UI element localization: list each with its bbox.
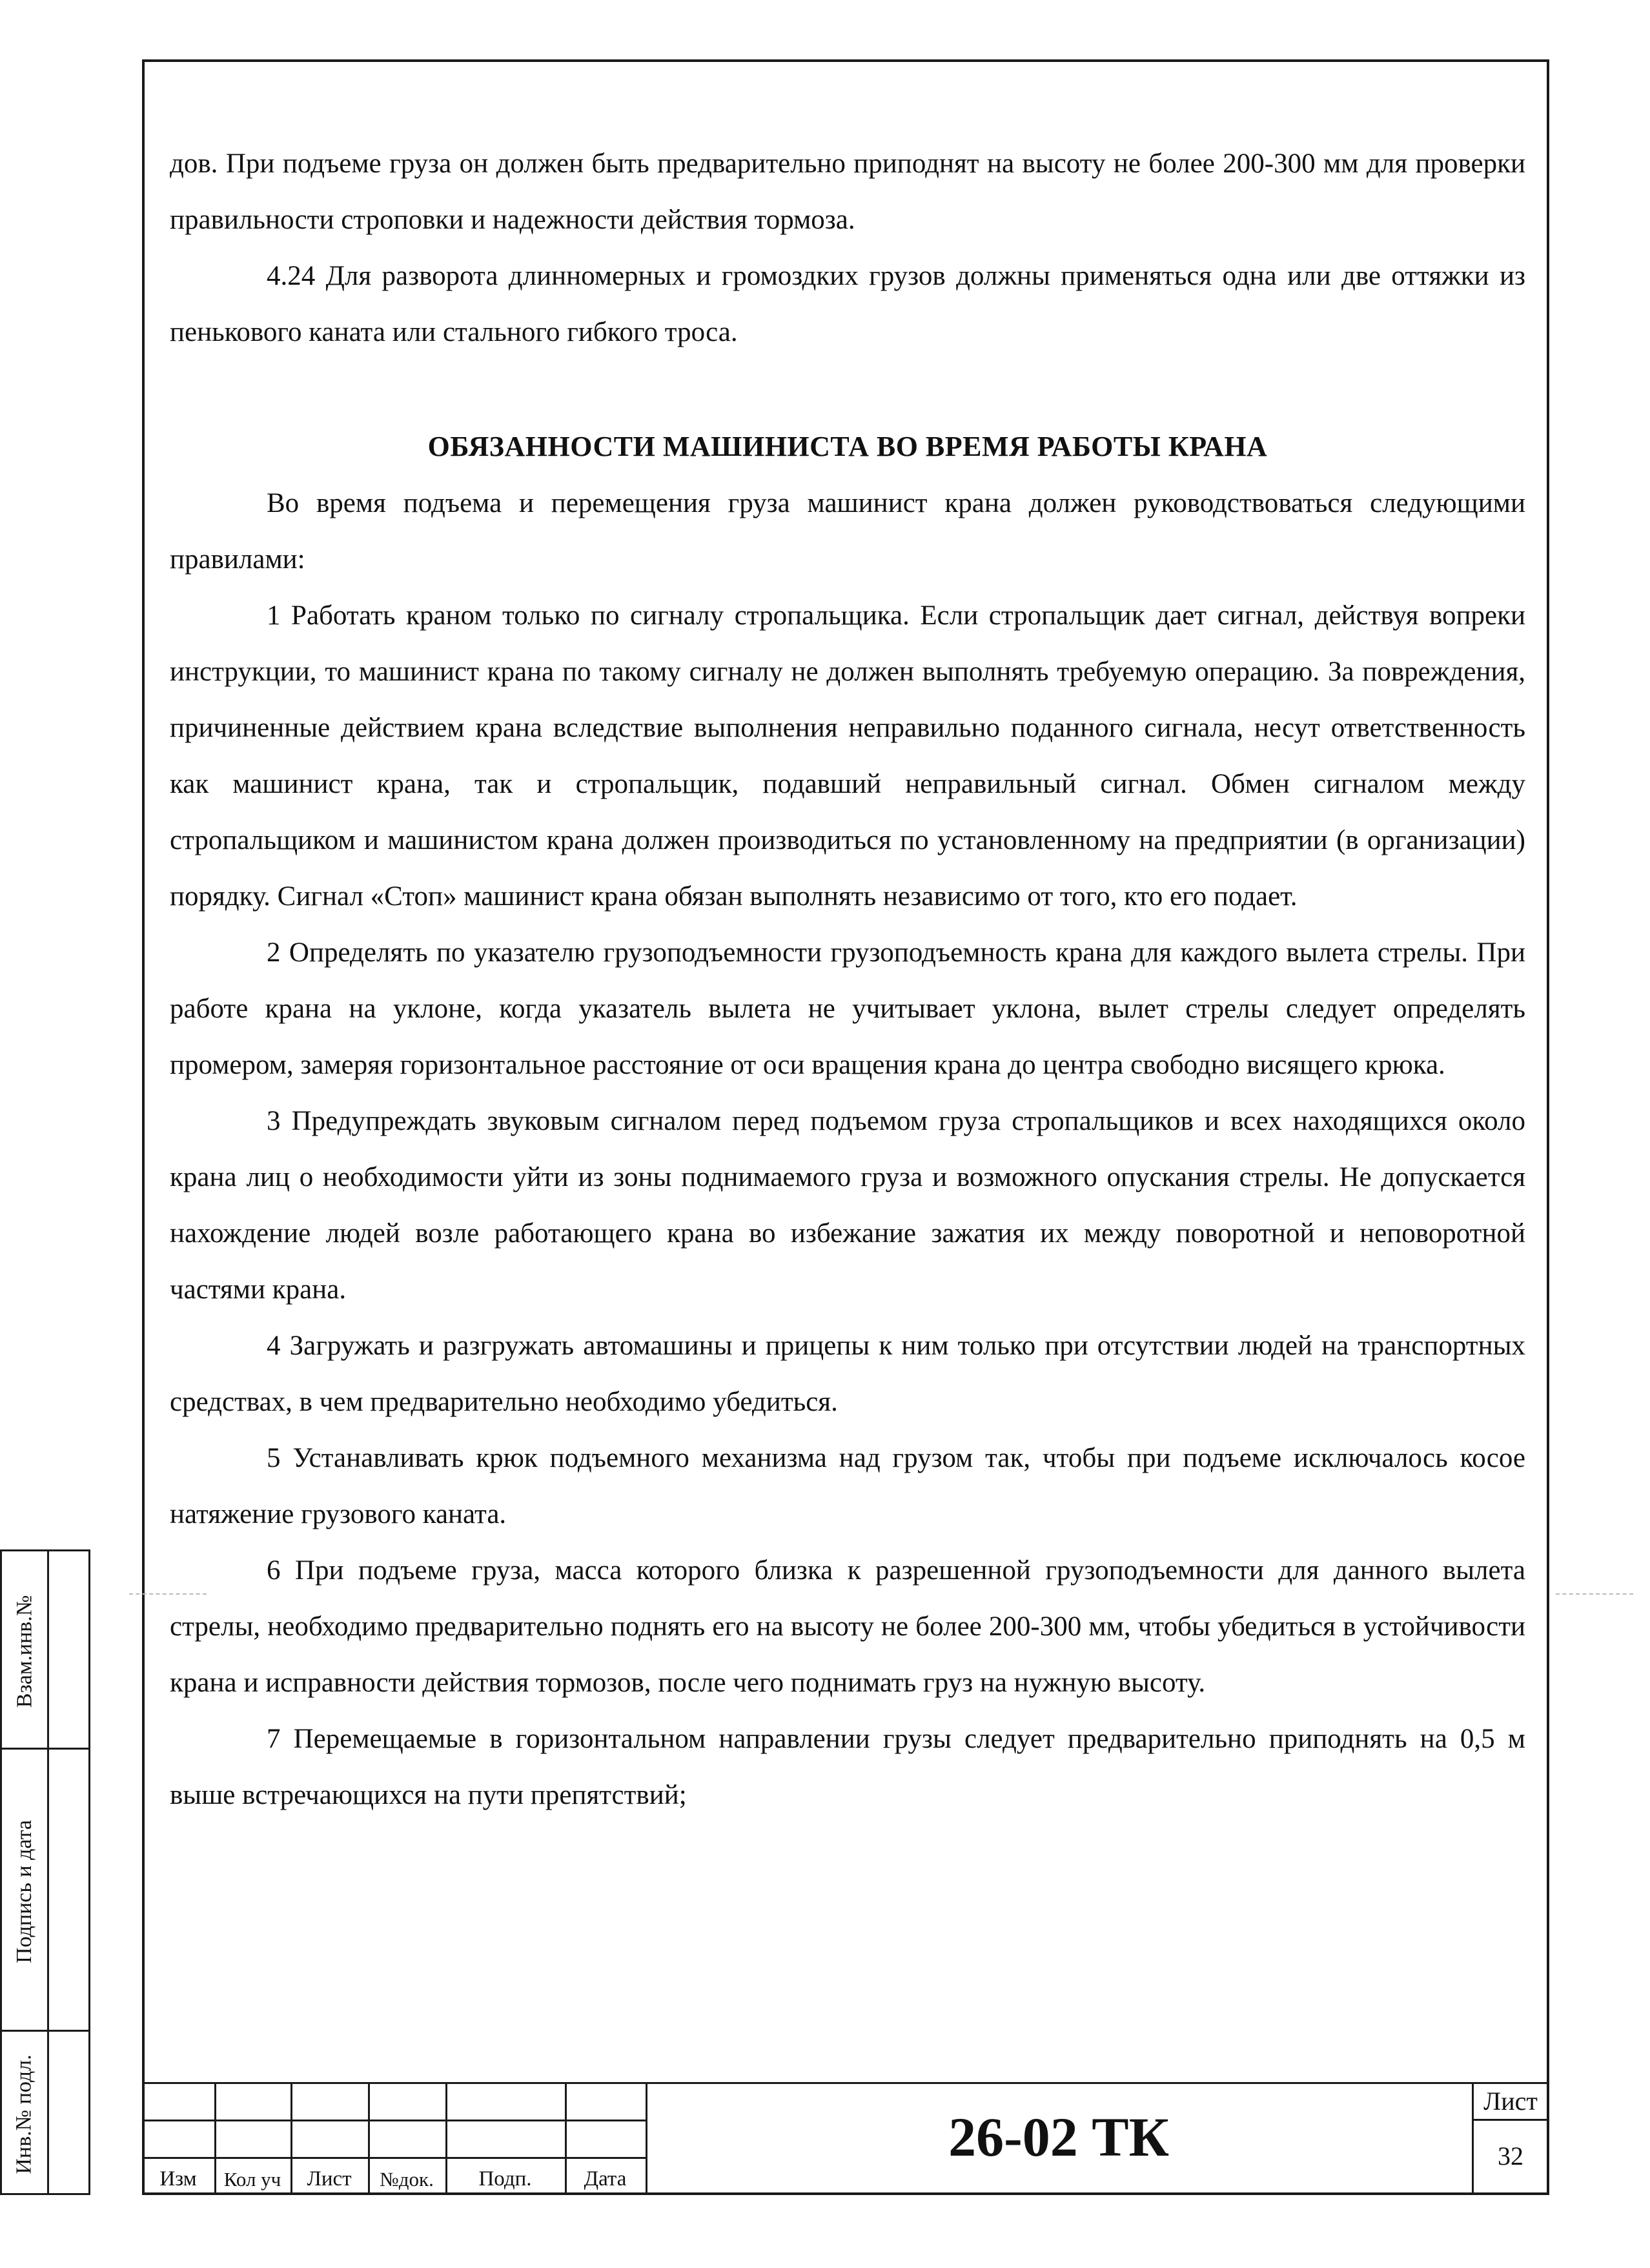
stamp-signature-date [0, 1748, 90, 2032]
scan-dash-left [129, 1593, 207, 1595]
rule-item-3: 3 Предупреждать звуковым сигналом перед подъемом груза стропальщиков и всех находящихся около крана лиц о необходимости уйти из зоны поднимаемого груза и возможного опускания стрелы. Не допускается нахождение людей возле работающего крана во избежание зажатия их между поворотной и неповоротной частями крана. [170, 1106, 1525, 1305]
paragraph-4-24: 4.24 Для разворота длинномерных и громоздких грузов должны применяться одна или две оттяжки из пенькового каната или стального гибкого троса. [170, 261, 1525, 347]
rule-item-5: 5 Устанавливать крюк подъемного механизма над грузом так, чтобы при подъеме исключалось косое натяжение грузового каната. [170, 1443, 1525, 1529]
rule-item-2: 2 Определять по указателю грузоподъемности грузоподъемность крана для каждого вылета стрелы. При работе крана на уклоне, когда указатель вылета не учитывает уклона, вылет стрелы следует определять промером, замеряя горизонтальное расстояние от оси вращения крана до центра свободно висящего крюка. [170, 937, 1525, 1080]
sheet-label: Лист [1483, 2087, 1538, 2116]
section-heading: ОБЯЗАННОСТИ МАШИНИСТА ВО ВРЕМЯ РАБОТЫ КРАНА [427, 431, 1268, 462]
rule-item-7: 7 Перемещаемые в горизонтальном направлении грузы следует предварительно приподнять на 0,5 м выше встречающихся на пути препятствий; [170, 1724, 1525, 1810]
col-signature: Подп. [478, 2167, 532, 2191]
rule-item-6: 6 При подъеме груза, масса которого близка к разрешенной грузоподъемности для данного вылета стрелы, необходимо предварительно поднять его на высоту не более 200-300 мм, чтобы убедиться в устойчивости крана и исправности действия тормозов, после чего поднимать груз на нужную высоту. [170, 1555, 1525, 1698]
stamp-label-signature-date: Подпись и дата [12, 1820, 36, 1963]
rule-item-1: 1 Работать краном только по сигналу стропальщика. Если стропальщик дает сигнал, действуя вопреки инструкции, то машинист крана по такому сигналу не должен выполнять требуемую операцию. За повреждения, причиненные действием крана вследствие выполнения неправильно поданного сигнала, несут ответственность как машинист крана, так и стропальщик, подавший неправильный сигнал. Обмен сигналом между стропальщиком и машинистом крана должен производиться по установленному на предприятии (в организации) порядку. Сигнал «Стоп» машинист крана обязан выполнять независимо от того, кто его подает. [170, 600, 1525, 912]
col-date: Дата [584, 2167, 627, 2191]
section-intro: Во время подъема и перемещения груза машинист крана должен руководствоваться следующими правилами: [170, 488, 1525, 575]
scan-dash-right [1556, 1593, 1633, 1595]
document-code: 26-02 ТК [948, 2106, 1169, 2168]
stamp-original-inventory [0, 2030, 90, 2195]
stamp-label-replacement-inventory: Взам.инв.№ [12, 1595, 37, 1708]
title-block [142, 2082, 1549, 2195]
paragraph-continued: дов. При подъеме груза он должен быть предварительно приподнят на высоту не более 200-300 мм для проверки правильности строповки и надежности действия тормоза. [170, 148, 1525, 235]
rule-item-4: 4 Загружать и разгружать автомашины и прицепы к ним только при отсутствии людей на транспортных средствах, в чем предварительно необходимо убедиться. [170, 1331, 1525, 1417]
sheet-number: 32 [1498, 2141, 1523, 2171]
col-sheet: Лист [307, 2167, 352, 2191]
col-doc-number: №док. [380, 2168, 434, 2191]
stamp-label-original-inventory: Инв.№ подл. [12, 2054, 37, 2174]
col-qty: Кол уч [223, 2168, 281, 2191]
col-change: Изм [159, 2167, 197, 2191]
document-body [170, 136, 1525, 1823]
stamp-replacement-inventory [0, 1549, 90, 1750]
